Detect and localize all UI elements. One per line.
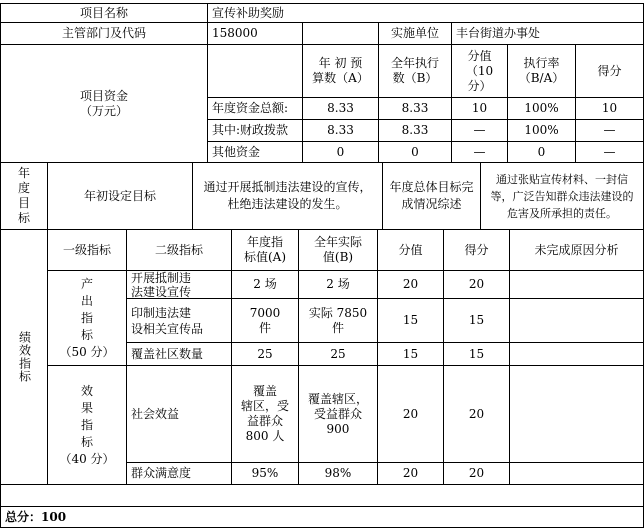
indicator-actual: 实际 7850 件 [308,305,368,335]
indicator-actual: 98% [324,466,352,480]
funds-score-value: — [603,123,616,137]
indicator-weight: 20 [402,466,419,480]
performance-section-text: 绩效指标 [17,331,32,383]
output-indicator-label: 产 出 指 标 （50 分） [59,276,115,359]
funds-weight-value: — [473,123,486,137]
funds-score-value: 10 [601,101,618,115]
indicator-name: 覆盖社区数量 [131,346,204,361]
initial-budget-header: 年 初 预 算数（A） [312,56,369,85]
indicator-score: 15 [468,313,485,327]
funds-rate-value: 0 [537,144,546,159]
dept-label: 主管部门及代码 [61,26,146,40]
effect-indicator-label: 效 果 指 标 （40 分） [59,383,115,466]
initial-goal-label: 年初设定目标 [83,188,156,203]
reason-header: 未完成原因分析 [534,242,619,257]
initial-goal-text: 通过开展抵制违法建设的宣传，杜绝违法建设的发生。 [203,180,372,211]
indicator-actual: 2 场 [326,277,350,291]
actual-header: 全年实际 值(B) [313,235,362,264]
funds-weight-value: — [473,144,486,159]
indicator-name: 印制违法建 设相关宣传品 [131,305,204,336]
performance-section-label [1,230,47,484]
funds-budget-value: 8.33 [327,101,354,115]
impl-unit-label: 实施单位 [390,26,439,40]
indicator-target: 95% [251,466,279,480]
indicator-target: 覆盖 辖区，受 益群众 800 人 [240,384,289,443]
indicator-reason [510,463,643,484]
indicator-reason [510,299,643,342]
impl-unit-value: 丰台街道办事处 [456,26,541,40]
indicator-score: 20 [468,406,485,421]
indicator-actual: 25 [330,346,346,361]
funds-row-label: 其中:财政拨款 [212,123,289,137]
level1-header: 一级指标 [62,242,111,257]
grid-line [0,484,644,485]
funds-row-label: 年度资金总额: [212,101,289,115]
indicator-name: 群众满意度 [131,466,192,480]
indicator-target: 7000 件 [249,305,281,335]
funds-executed-value: 0 [411,144,419,159]
goals-section-label: 年 度 目 标 [17,166,30,225]
target-header: 年度指 标值(A) [243,235,287,264]
exec-rate-header: 执行率 （B/A） [518,56,565,85]
funds-budget-value: 0 [336,144,345,159]
total-score: 总分：100 [5,509,67,524]
funds-score-header: 得分 [597,63,622,78]
funds-rate-value: 100% [524,123,559,137]
funds-section-label: 项目资金 （万元） [79,88,128,118]
funds-executed-value: 8.33 [401,123,429,137]
funds-row-label: 其他资金 [212,144,261,159]
indicator-score: 20 [468,277,485,291]
annual-executed-header: 全年执行 数（B） [390,56,439,85]
funds-budget-value: 8.33 [327,123,354,137]
indicator-reason [510,343,643,365]
level2-header: 二级指标 [154,242,203,257]
indicator-reason [510,271,643,298]
score-header: 得分 [464,242,489,257]
dept-code: 158000 [212,26,258,40]
indicator-name: 社会效益 [131,406,180,421]
project-name-value: 宣传补助奖励 [212,5,285,20]
project-name-label: 项目名称 [79,5,128,20]
indicator-actual: 覆盖辖区， 受益群众 900 [307,391,368,436]
indicator-weight: 15 [402,346,419,361]
completion-label: 年度总体目标完成情况综述 [389,180,474,211]
indicator-target: 2 场 [253,277,277,291]
funds-weight-value: 10 [471,101,488,115]
weight-header: 分值 [398,242,423,257]
indicator-score: 20 [468,466,485,480]
indicator-target: 25 [257,346,273,361]
indicator-weight: 20 [402,406,419,421]
indicator-score: 15 [468,346,485,361]
indicator-weight: 20 [402,277,419,291]
funds-rate-value: 100% [524,101,559,115]
indicator-name: 开展抵制违 法建设宣传 [131,271,192,298]
grid-line [0,527,644,528]
indicator-reason [510,366,643,462]
score-weight-header: 分值 （10 分） [465,48,494,93]
funds-executed-value: 8.33 [401,101,429,115]
completion-text: 通过张贴宣传材料、一封信等，广泛告知群众违法建设的危害及所承担的责任。 [490,172,634,220]
indicator-weight: 15 [402,313,419,327]
funds-score-value: — [603,144,616,159]
